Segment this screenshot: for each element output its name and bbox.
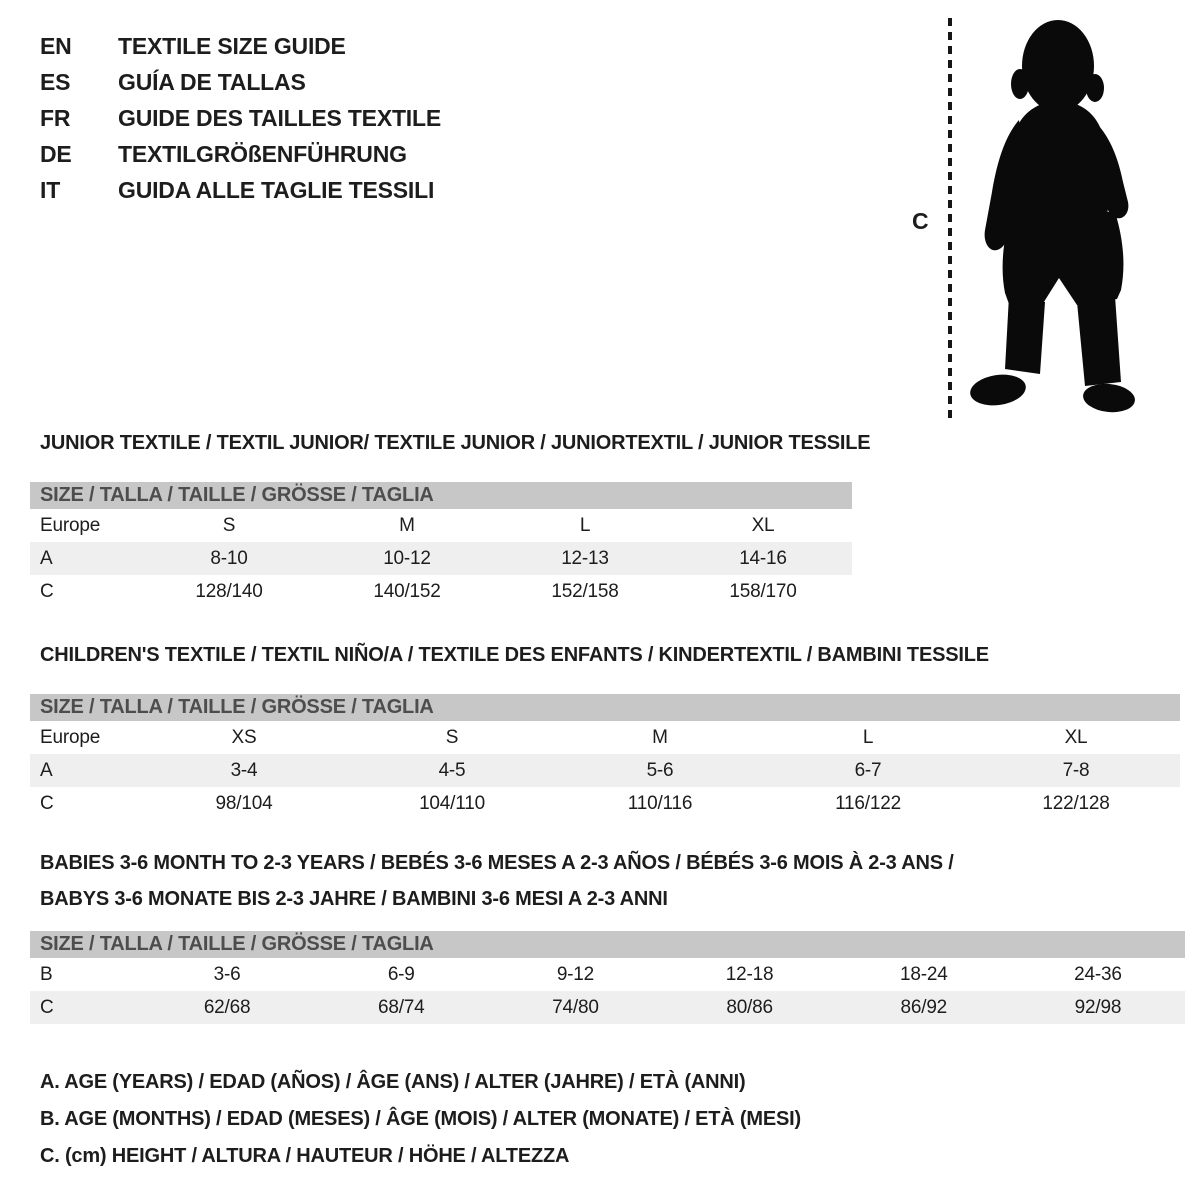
section-children: [30, 642, 1180, 820]
row-label: C: [40, 793, 54, 814]
size-value: 110/116: [627, 793, 693, 814]
size-value: 152/158: [551, 581, 619, 602]
language-code: ES: [40, 68, 71, 95]
size-header-bar: SIZE / TALLA / TAILLE / GRÖSSE / TAGLIA: [30, 482, 852, 509]
table-row: [30, 991, 1185, 1024]
section-heading: [30, 642, 1180, 668]
size-value: 10-12: [383, 548, 431, 569]
row-label: Europe: [40, 515, 101, 536]
toddler-silhouette-icon: [957, 12, 1142, 417]
size-value: 122/128: [1042, 793, 1110, 814]
table-row: [30, 958, 1185, 991]
size-value: 5-6: [646, 760, 674, 781]
size-value: 80/86: [726, 997, 773, 1018]
table-row: [30, 575, 852, 608]
section-heading-line: JUNIOR TEXTILE / TEXTIL JUNIOR/ TEXTILE JUNIOR / JUNIORTEXTIL / JUNIOR TESSILE: [40, 432, 871, 454]
size-value: 104/110: [419, 793, 485, 814]
section-babies: [30, 845, 1185, 1024]
size-value: 128/140: [195, 581, 263, 602]
size-value: 18-24: [899, 964, 948, 985]
size-value: S: [222, 515, 236, 536]
row-label: Europe: [40, 727, 101, 748]
size-value: 14-16: [739, 548, 787, 569]
row-label: B: [40, 964, 53, 985]
size-value: 3-6: [213, 964, 241, 985]
legend-line: B. AGE (MONTHS) / EDAD (MESES) / ÂGE (MOIS) / ALTER (MONATE) / ETÀ (MESI): [40, 1108, 801, 1130]
section-junior: [30, 430, 870, 608]
section-heading-line: BABIES 3-6 MONTH TO 2-3 YEARS / BEBÉS 3-6 MESES A 2-3 AÑOS / BÉBÉS 3-6 MOIS À 2-3 ANS /: [40, 852, 954, 874]
size-value: S: [445, 727, 459, 748]
size-value: 98/104: [215, 793, 273, 814]
size-value: 3-4: [230, 760, 258, 781]
table-row: [30, 509, 852, 542]
size-value: 24-36: [1074, 964, 1122, 985]
size-value: XL: [751, 515, 775, 536]
size-value: XS: [231, 727, 257, 748]
size-value: 4-5: [438, 760, 466, 781]
size-value: 6-7: [854, 760, 882, 781]
size-value: 12-13: [561, 548, 609, 569]
legend-line: A. AGE (YEARS) / EDAD (AÑOS) / ÂGE (ANS) / ALTER (JAHRE) / ETÀ (ANNI): [40, 1071, 746, 1093]
size-table: [30, 509, 852, 608]
size-header-bar: SIZE / TALLA / TAILLE / GRÖSSE / TAGLIA: [30, 931, 1185, 958]
language-title-row: [40, 64, 441, 100]
size-value: 140/152: [373, 581, 441, 602]
size-value: 8-10: [210, 548, 248, 569]
section-heading: [30, 430, 870, 456]
row-label: A: [40, 548, 53, 569]
size-value: XL: [1064, 727, 1088, 748]
size-value: 158/170: [729, 581, 797, 602]
table-row: [30, 754, 1180, 787]
size-value: 116/122: [835, 793, 901, 814]
table-row: [30, 542, 852, 575]
height-measure-label: C: [912, 208, 929, 234]
language-title-row: [40, 172, 441, 208]
section-heading-line: BABYS 3-6 MONATE BIS 2-3 JAHRE / BAMBINI 3-6 MESI A 2-3 ANNI: [40, 888, 668, 910]
size-header-bar: SIZE / TALLA / TAILLE / GRÖSSE / TAGLIA: [30, 694, 1180, 721]
size-value: L: [579, 515, 591, 536]
language-title-row: [40, 100, 441, 136]
row-label: C: [40, 997, 54, 1018]
size-value: 12-18: [725, 964, 774, 985]
size-value: 86/92: [900, 997, 948, 1018]
guide-title: TEXTILGRÖßENFÜHRUNG: [118, 140, 407, 167]
guide-title: GUIDE DES TAILLES TEXTILE: [118, 104, 441, 131]
measurement-legend: [40, 1064, 801, 1175]
guide-title: GUÍA DE TALLAS: [118, 68, 306, 95]
guide-title: TEXTILE SIZE GUIDE: [118, 32, 346, 59]
language-code: EN: [40, 32, 72, 59]
size-value: 74/80: [552, 997, 599, 1018]
size-value: 62/68: [203, 997, 251, 1018]
language-code: DE: [40, 140, 72, 167]
size-value: 9-12: [556, 964, 595, 985]
guide-title: GUIDA ALLE TAGLIE TESSILI: [118, 176, 435, 203]
row-label: C: [40, 581, 54, 602]
size-value: M: [652, 727, 668, 748]
language-code: IT: [40, 176, 61, 203]
row-label: A: [40, 760, 53, 781]
section-heading-line: CHILDREN'S TEXTILE / TEXTIL NIÑO/A / TEXTILE DES ENFANTS / KINDERTEXTIL / BAMBINI TESSILE: [40, 644, 989, 666]
legend-line: C. (cm) HEIGHT / ALTURA / HAUTEUR / HÖHE / ALTEZZA: [40, 1145, 570, 1167]
size-value: 92/98: [1074, 997, 1122, 1018]
language-title-list: [40, 28, 441, 208]
size-value: 68/74: [377, 997, 425, 1018]
size-value: 6-9: [387, 964, 415, 985]
size-table: [30, 958, 1185, 1024]
size-value: M: [399, 515, 415, 536]
size-value: 7-8: [1062, 760, 1090, 781]
language-title-row: [40, 136, 441, 172]
language-title-row: [40, 28, 441, 64]
section-heading: [30, 845, 1185, 917]
table-row: [30, 787, 1180, 820]
table-row: [30, 721, 1180, 754]
language-code: FR: [40, 104, 71, 131]
size-table: [30, 721, 1180, 820]
size-value: L: [862, 727, 874, 748]
height-measure-dashed-line: [948, 18, 952, 418]
